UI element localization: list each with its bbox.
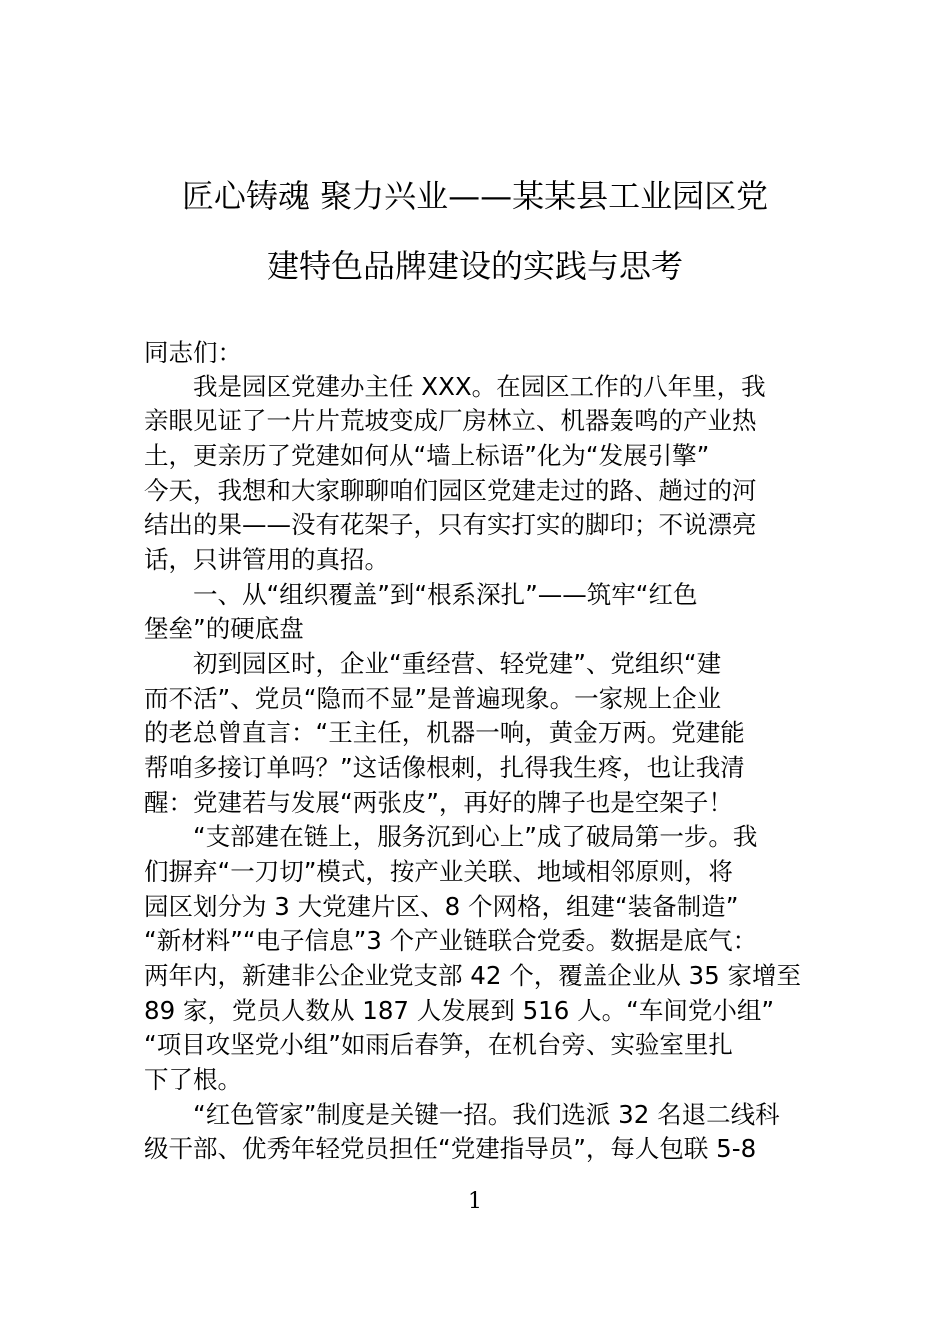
paragraph-line: 醒：党建若与发展“两张皮”，再好的牌子也是空架子！: [144, 788, 733, 817]
paragraph-line: 下了根。: [144, 1065, 242, 1094]
document-title-line-1: 匠心铸魂 聚力兴业——某某县工业园区党: [181, 177, 769, 215]
paragraph-line: 初到园区时，企业“重经营、轻党建”、党组织“建: [193, 649, 722, 678]
paragraph-line: 亲眼见证了一片片荒坡变成厂房林立、机器轰鸣的产业热: [144, 406, 757, 435]
paragraph-line: 园区划分为 3 大党建片区、8 个网格，组建“装备制造”: [144, 892, 739, 921]
paragraph-line: 土，更亲历了党建如何从“墙上标语”化为“发展引擎”: [144, 441, 710, 470]
paragraph-line: “支部建在链上，服务沉到心上”成了破局第一步。我: [193, 822, 758, 851]
paragraph-line: 们摒弃“一刀切”模式，按产业关联、地域相邻原则，将: [144, 857, 733, 886]
paragraph-line: 话，只讲管用的真招。: [144, 545, 389, 574]
paragraph-line: 结出的果——没有花架子，只有实打实的脚印；不说漂亮: [144, 510, 757, 539]
paragraph-line: “红色管家”制度是关键一招。我们选派 32 名退二线科: [193, 1100, 780, 1129]
paragraph-line: 帮咱多接订单吗？”这话像根刺，扎得我生疼，也让我清: [144, 753, 745, 782]
paragraph-line: 而不活”、党员“隐而不显”是普遍现象。一家规上企业: [144, 684, 722, 713]
paragraph-line: 级干部、优秀年轻党员担任“党建指导员”，每人包联 5-8: [144, 1134, 757, 1163]
paragraph-line: 两年内，新建非公企业党支部 42 个，覆盖企业从 35 家增至: [144, 961, 801, 990]
paragraph-line: “新材料”“电子信息”3 个产业链联合党委。数据是底气：: [144, 926, 758, 955]
document-title-line-2: 建特色品牌建设的实践与思考: [266, 247, 683, 285]
paragraph-line: 我是园区党建办主任 XXX。在园区工作的八年里，我: [193, 372, 766, 401]
salutation: 同志们：: [144, 338, 242, 367]
paragraph-line: “项目攻坚党小组”如雨后春笋，在机台旁、实验室里扎: [144, 1030, 733, 1059]
section-heading-line: 一、从“组织覆盖”到“根系深扎”——筑牢“红色: [193, 580, 698, 609]
paragraph-line: 今天，我想和大家聊聊咱们园区党建走过的路、趟过的河: [144, 476, 757, 505]
page-number: 1: [468, 1189, 482, 1214]
paragraph-line: 的老总曾直言：“王主任，机器一响，黄金万两。党建能: [144, 718, 745, 747]
paragraph-line: 89 家，党员人数从 187 人发展到 516 人。“车间党小组”: [144, 996, 775, 1025]
section-heading-line: 堡垒”的硬底盘: [144, 614, 304, 643]
